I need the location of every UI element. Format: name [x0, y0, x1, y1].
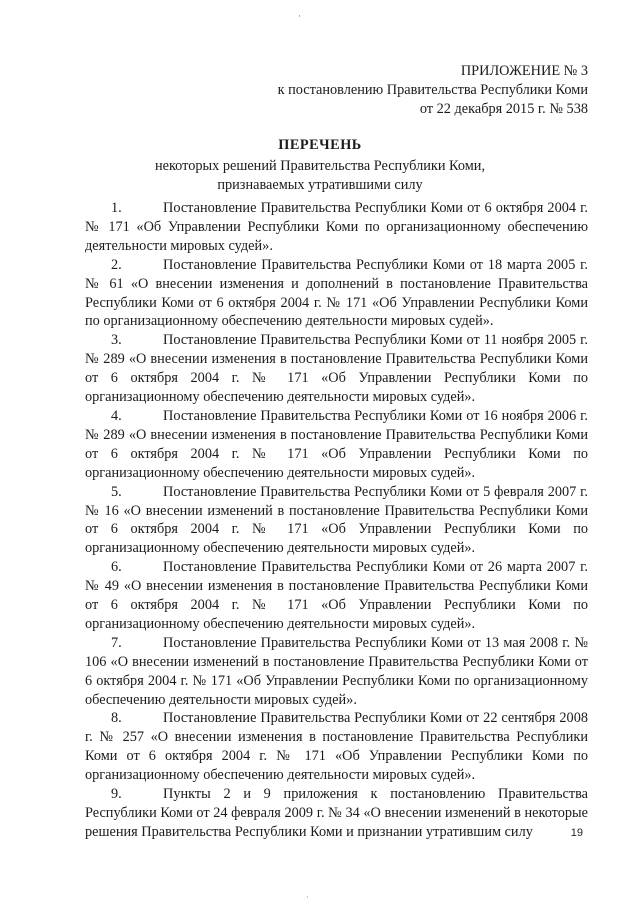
list-item-text: Постановление Правительства Республики Коми от 26 марта 2007 г. № 49 «О внесении изменения в постановление Правительства Республики Коми от 6 октября 2004 г. № 171 «Об Управлении Республики Коми по организационному обеспечению деятельности мировых судей». [85, 559, 588, 632]
list-item-number: 1. [111, 200, 122, 216]
document-heading [0, 136, 640, 195]
list-item-text: Постановление Правительства Республики Коми от 18 марта 2005 г. № 61 «О внесении изменения и дополнений в постановление Правительства Республики Коми от 6 октября 2004 г. № 171 «Об Управлении Республики Коми по организационному обеспечению деятельности мировых судей». [85, 256, 588, 330]
list-item-text: Постановление Правительства Республики Коми от 22 сентября 2008 г. № 257 «О внесении изменения в постановление Правительства Республики Коми от 6 октября 2004 г. № 171 «Об Управлении Республики Коми по организационному обеспечению деятельности мировых судей». [85, 710, 588, 784]
list-item-text: Пункты 2 и 9 приложения к постановлению Правительства Республики Коми от 24 февраля 2009 г. № 34 «О внесении изменений в некоторые решения Правительства Республики Коми и признании утратившим силу [85, 786, 588, 840]
list-item-number: 9. [111, 786, 122, 803]
list-item-number: 3. [111, 332, 122, 349]
document-subtitle-line2: признаваемых утратившими силу [217, 177, 423, 193]
list-item-number: 2. [111, 256, 122, 273]
list-item [85, 558, 588, 634]
list-item-text: Постановление Правительства Республики Коми от 5 февраля 2007 г. № 16 «О внесении изменений в постановление Правительства Республики Коми от 6 октября 2004 г. № 171 «Об Управлении Республики Коми по организационному обеспечению деятельности мировых судей». [85, 483, 588, 557]
appendix-date: от 22 декабря 2015 г. № 538 [419, 101, 588, 117]
list-item-number: 4. [111, 407, 122, 424]
document-subtitle-line1: некоторых решений Правительства Республики Коми, [154, 158, 486, 174]
appendix-reference: к постановлению Правительства Республики Коми [277, 82, 588, 98]
page-number: 19 [570, 827, 583, 839]
appendix-block [278, 62, 588, 119]
list-item [85, 331, 588, 407]
list-item-text: Постановление Правительства Республики Коми от 11 ноября 2005 г. № 289 «О внесении изменения в постановление Правительства Республики Коми от 6 октября 2004 г. № 171 «Об Управлении Республики Коми по организационному обеспечению деятельности мировых судей». [85, 332, 588, 406]
list-item-number: 7. [111, 634, 122, 651]
list-item [85, 634, 588, 710]
list-item [85, 199, 588, 256]
list-item [85, 709, 588, 785]
list-item-text: Постановление Правительства Республики Коми от 13 мая 2008 г. № 106 «О внесении изменений в постановление Правительства Республики Коми от 6 октября 2004 г. № 171 «Об Управлении Республики Коми по организационному обеспечению деятельности мировых судей». [85, 634, 588, 708]
decisions-list [85, 199, 588, 842]
list-item [85, 785, 588, 842]
document-title: ПЕРЕЧЕНЬ [278, 137, 362, 153]
list-item-number: 6. [111, 559, 122, 576]
scan-mark-top: · [298, 12, 301, 22]
list-item [85, 256, 588, 332]
list-item-number: 8. [111, 710, 122, 727]
scan-mark-bottom: · [306, 893, 309, 902]
appendix-title: ПРИЛОЖЕНИЕ № 3 [460, 63, 588, 79]
list-item-text: Постановление Правительства Республики Коми от 6 октября 2004 г. № 171 «Об Управлении Республики Коми по организационному обеспечению деятельности мировых судей». [85, 200, 588, 254]
list-item [85, 407, 588, 483]
list-item-text: Постановление Правительства Республики Коми от 16 ноября 2006 г. № 289 «О внесении изменения в постановление Правительства Республики Коми от 6 октября 2004 г. № 171 «Об Управлении Республики Коми по организационному обеспечению деятельности мировых судей». [85, 407, 588, 481]
list-item [85, 483, 588, 559]
list-item-number: 5. [111, 483, 122, 500]
